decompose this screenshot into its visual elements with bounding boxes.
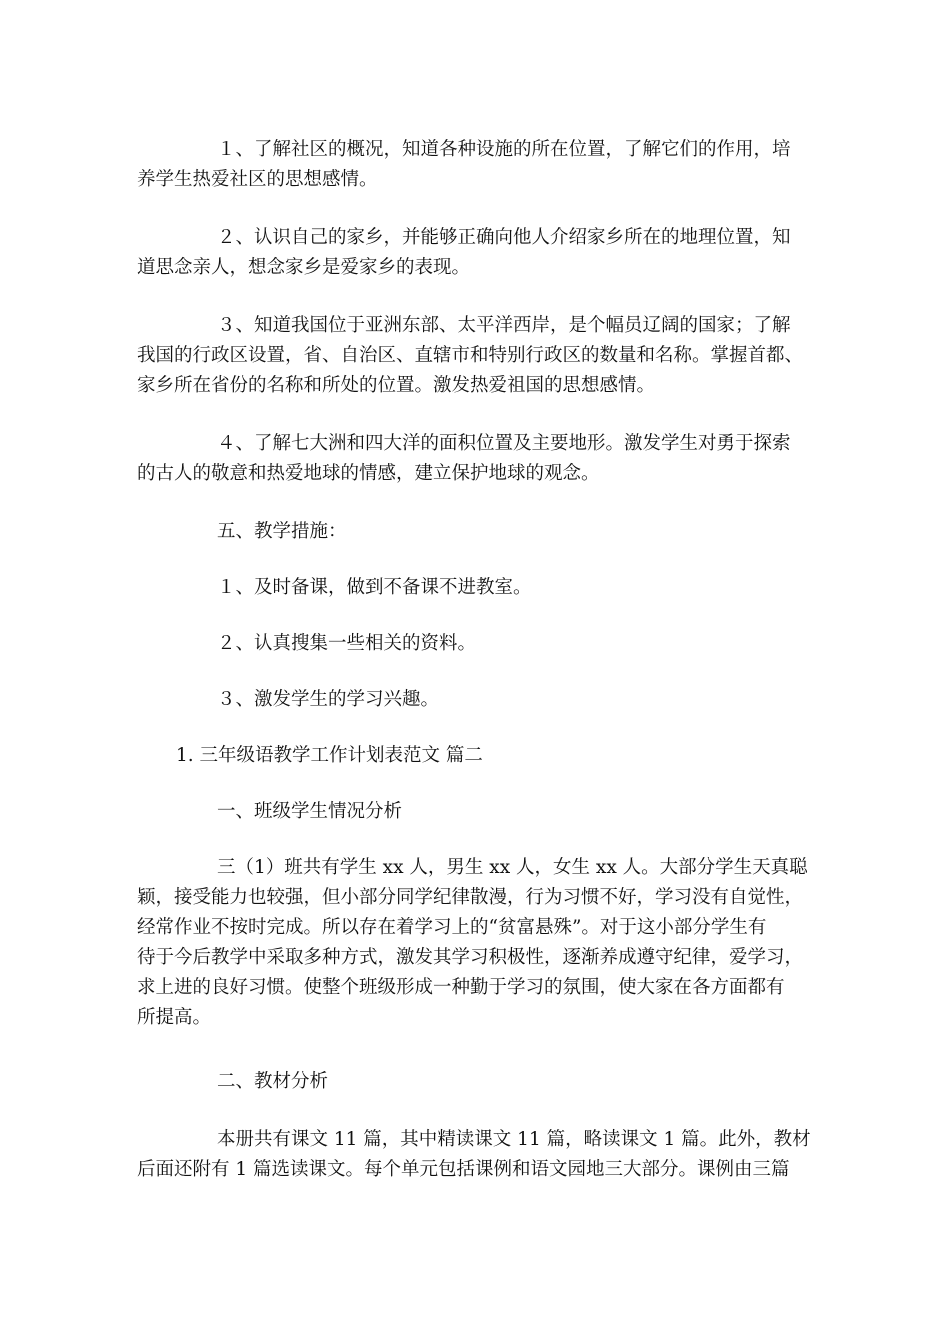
text-line: 待于今后教学中采取多种方式，激发其学习积极性，逐渐养成遵守纪律，爱学习， <box>137 947 804 968</box>
part-title: 1. 三年级语教学工作计划表范文 篇二 <box>176 745 483 766</box>
text-line: 经常作业不按时完成。所以存在着学习上的“贫富悬殊”。对于这小部分学生有 <box>137 917 767 938</box>
text-line: ３、激发学生的学习兴趣。 <box>217 689 440 710</box>
text-line: 道思念亲人，想念家乡是爱家乡的表现。 <box>137 257 471 278</box>
text-line: 我国的行政区设置，省、自治区、直辖市和特别行政区的数量和名称。掌握首都、 <box>137 345 804 366</box>
section-heading: 二、教材分析 <box>217 1071 329 1092</box>
section-heading: 五、教学措施： <box>217 521 347 542</box>
text-line: 求上进的良好习惯。使整个班级形成一种勤于学习的氛围，使大家在各方面都有 <box>137 977 785 998</box>
text-line: 所提高。 <box>137 1007 212 1028</box>
text-line: ３、知道我国位于亚洲东部、太平洋西岸，是个幅员辽阔的国家；了解 <box>217 315 791 336</box>
section-heading: 一、班级学生情况分析 <box>217 801 403 822</box>
text-line: １、了解社区的概况，知道各种设施的所在位置，了解它们的作用，培 <box>217 139 791 160</box>
text-line: 三（1）班共有学生 xx 人，男生 xx 人，女生 xx 人。大部分学生天真聪 <box>217 857 808 878</box>
text-line: ４、了解七大洲和四大洋的面积位置及主要地形。激发学生对勇于探索 <box>217 433 791 454</box>
text-line: 家乡所在省份的名称和所处的位置。激发热爱祖国的思想感情。 <box>137 375 656 396</box>
text-line: 本册共有课文 11 篇，其中精读课文 11 篇，略读课文 1 篇。此外，教材 <box>217 1129 811 1150</box>
text-line: ２、认识自己的家乡，并能够正确向他人介绍家乡所在的地理位置，知 <box>217 227 791 248</box>
text-line: 后面还附有 1 篇选读课文。每个单元包括课例和语文园地三大部分。课例由三篇 <box>137 1159 790 1180</box>
text-line: 的古人的敬意和热爱地球的情感，建立保护地球的观念。 <box>137 463 600 484</box>
text-line: 颖，接受能力也较强，但小部分同学纪律散漫，行为习惯不好，学习没有自觉性， <box>137 887 804 908</box>
text-line: １、及时备课，做到不备课不进教室。 <box>217 577 532 598</box>
text-line: 养学生热爱社区的思想感情。 <box>137 169 378 190</box>
text-line: ２、认真搜集一些相关的资料。 <box>217 633 477 654</box>
